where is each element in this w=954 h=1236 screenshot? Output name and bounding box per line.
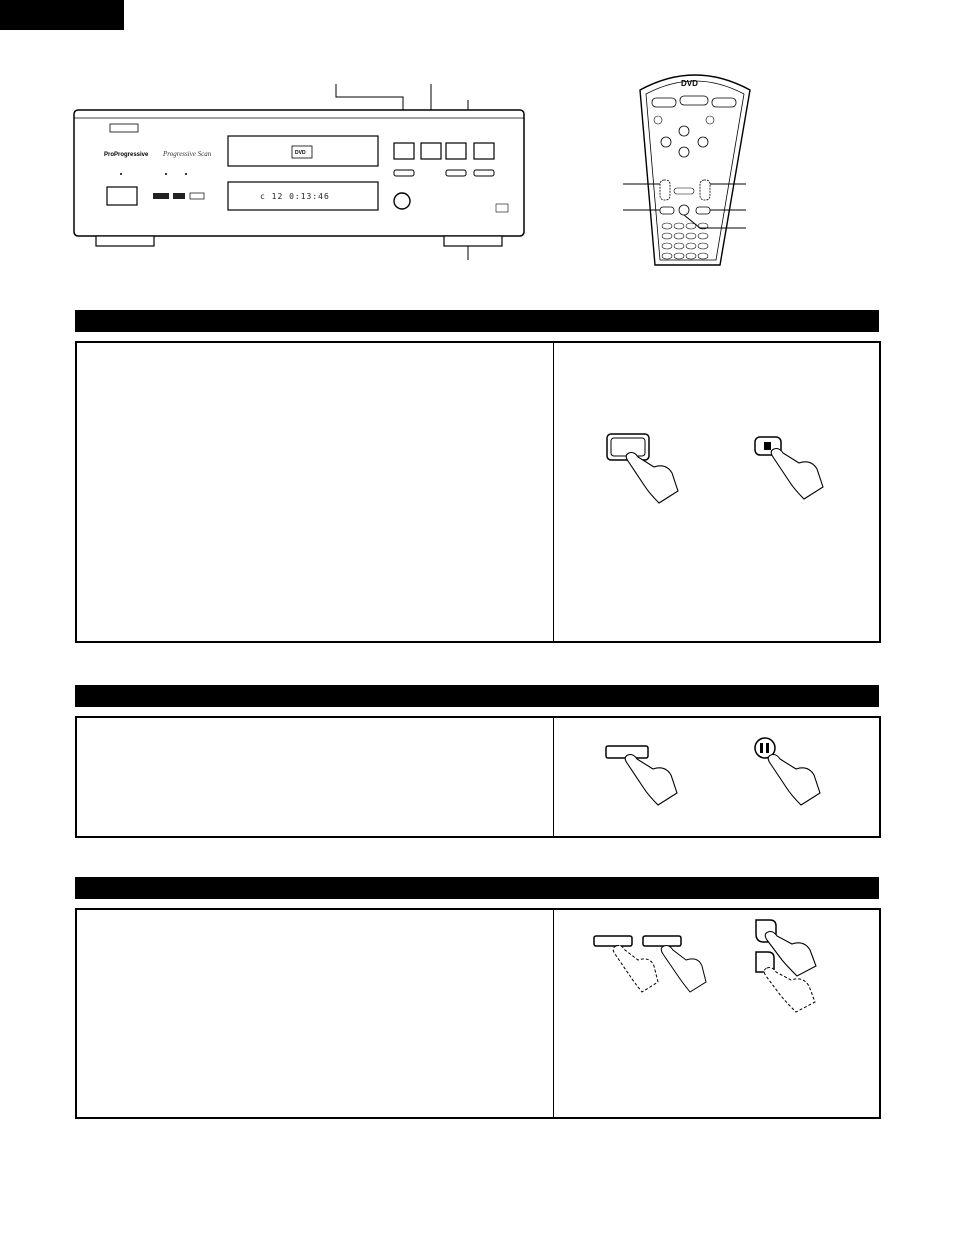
section-1-illustration (554, 343, 879, 641)
progressive-scan-text: Progressive Scan (163, 150, 212, 158)
pointing-hand-icon (625, 755, 677, 806)
remote-search-forward-button[interactable] (700, 180, 710, 200)
dolby-logo-icon (153, 193, 169, 199)
section-2-illustration (554, 718, 879, 836)
dts-logo-icon (173, 193, 185, 199)
stop-press-illustration (554, 343, 879, 641)
pointing-hand-icon (661, 946, 706, 993)
search-back-button[interactable] (446, 170, 466, 176)
section-3-header-bar (75, 877, 879, 899)
brand-text: ProProgressive (104, 152, 149, 158)
remote-stop-button[interactable] (660, 207, 674, 214)
search-press-illustration (554, 910, 879, 1117)
remote-control (623, 75, 750, 265)
section-1-header-bar (75, 310, 879, 332)
language-tab (0, 0, 124, 30)
stop-button[interactable] (394, 170, 414, 176)
display-readout: c 12 0:13:46 (260, 192, 330, 201)
remote-dvd-logo: DVD (681, 79, 698, 88)
section-3-box (75, 908, 881, 1119)
remote-left-button[interactable] (661, 137, 671, 147)
pointing-hand-icon (626, 453, 678, 504)
pointing-hand-icon (768, 755, 820, 806)
pointing-hand-icon (764, 968, 815, 1013)
skip-forward-button[interactable] (474, 143, 494, 159)
main-unit-search-forward-button (643, 936, 681, 946)
play-button[interactable] (421, 143, 441, 159)
stop-icon (764, 442, 771, 450)
open-close-button[interactable] (394, 143, 414, 159)
section-3-illustration (554, 910, 879, 1117)
section-2-box (75, 716, 881, 838)
remote-top-button[interactable] (652, 98, 676, 107)
pointing-hand-icon (771, 449, 823, 500)
remote-top-button[interactable] (680, 96, 708, 105)
hdcd-logo-icon (190, 193, 204, 199)
remote-up-button[interactable] (679, 126, 689, 136)
power-button[interactable] (107, 187, 137, 205)
remote-top-button[interactable] (712, 98, 736, 107)
player-and-remote-figure (60, 60, 900, 305)
search-forward-button[interactable] (474, 170, 494, 176)
player-remote-diagram (60, 60, 900, 305)
tray-dvd-logo-text: DVD (295, 150, 306, 156)
jog-dial[interactable] (394, 193, 410, 209)
skip-back-button[interactable] (446, 143, 466, 159)
brand-plate (110, 124, 138, 132)
pause-icon (760, 743, 763, 753)
remote-play-button[interactable] (696, 207, 710, 214)
main-unit-search-back-button (594, 936, 632, 946)
section-2-header-bar (75, 685, 879, 707)
left-foot (96, 236, 154, 246)
remote-down-button[interactable] (679, 147, 689, 157)
section-1-box (75, 341, 881, 643)
remote-right-button[interactable] (698, 137, 708, 147)
pointing-hand-icon (613, 946, 658, 993)
remote-pause-button[interactable] (679, 205, 689, 215)
right-foot (444, 236, 502, 246)
cd-logo-icon (496, 204, 508, 212)
pause-press-illustration (554, 718, 879, 836)
dvd-player-front-panel (74, 110, 524, 246)
remote-search-back-button[interactable] (660, 180, 670, 200)
